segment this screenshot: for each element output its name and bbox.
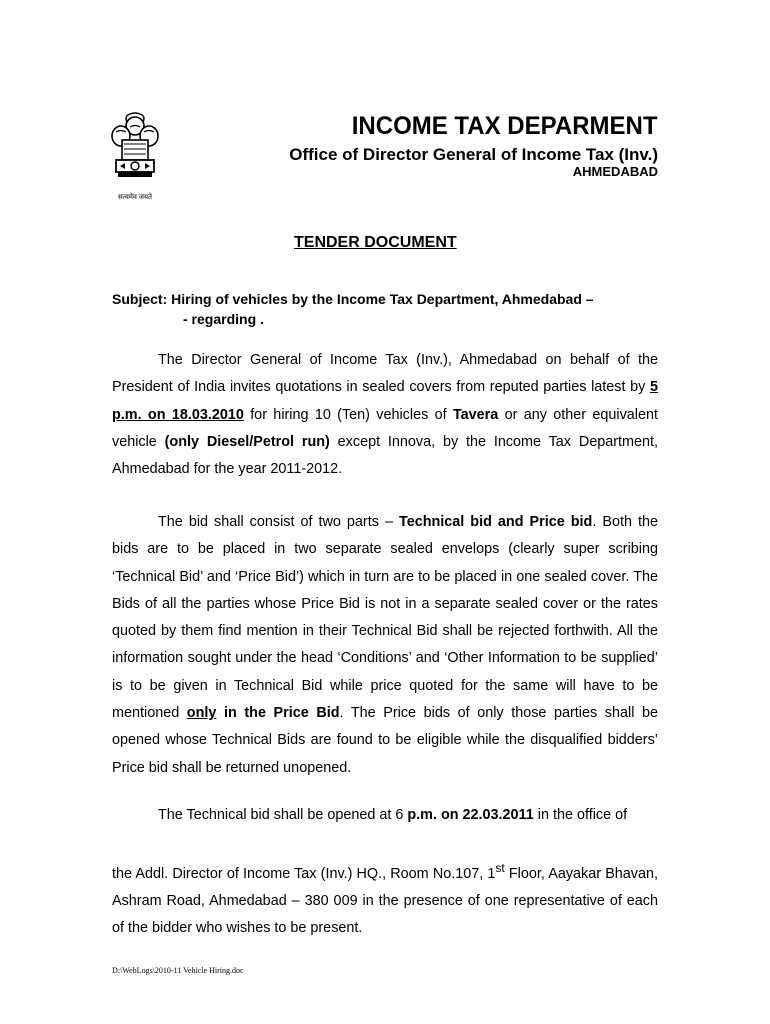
office-city: AHMEDABAD (572, 164, 658, 179)
emphasis-only: only (186, 705, 217, 722)
text-segment: The bid shall consist of two parts – (158, 514, 399, 530)
text-segment: The Director General of Income Tax (Inv.), Ahmedabad on behalf of the President of India invites quotations in sealed covers from reputed parties latest by (112, 352, 658, 396)
bid-parts: Technical bid and Price bid (398, 514, 593, 530)
text-segment: in the office of (533, 807, 628, 823)
text-segment: The Technical bid shall be opened at 6 (158, 807, 408, 823)
file-path-footer: D:\WebLogs\2010-11 Vehicle Hiring.doc (112, 966, 244, 975)
text-segment: the Addl. Director of Income Tax (Inv.) HQ., Room No.107, 1 (112, 865, 496, 882)
text-segment: Floor, Aayakar Bhavan, Ashram Road, Ahmedabad – 380 009 in the presence of one representative of each of the bidder who wishes to be present. (112, 865, 659, 937)
subject-line-continuation: - regarding . (183, 311, 264, 327)
ordinal-suffix: st (495, 861, 505, 875)
emblem-motto: सत्यमेव जयते (117, 194, 153, 201)
paragraph-opening-venue (112, 855, 658, 943)
fuel-condition: (only Diesel/Petrol run) (164, 433, 330, 450)
document-title: TENDER DOCUMENT (294, 234, 457, 251)
office-name: Office of Director General of Income Tax (Inv.) (289, 145, 658, 164)
vehicle-model: Tavera (452, 406, 499, 423)
paragraph-bid-parts (112, 509, 658, 782)
department-title: INCOME TAX DEPARMENT (352, 112, 658, 140)
text-segment: for hiring 10 (Ten) vehicles of (243, 406, 453, 423)
paragraph-invitation (112, 347, 658, 483)
subject-line: Subject: Hiring of vehicles by the Income Tax Department, Ahmedabad – (112, 291, 594, 307)
emphasis-price-bid: in the Price Bid (216, 705, 340, 722)
text-segment: . Both the bids are to be placed in two separate sealed envelops (clearly super scribing ‘Technical Bid’ and ‘Price Bid’) which in turn are to be placed in one sealed cover. The Bids of all the parties whose Price Bid is not in a separate sealed cover or the rates quoted by them find mention in their Technical Bid shall be rejected forthwith. All the information sought under the head ‘Conditions’ and ‘Other Information to be supplied’ is to be given in Technical Bid while price quoted for the same will have to be mentioned (112, 514, 658, 722)
text-segment: . The Price bids of only those parties shall be opened whose Technical Bids are found to be eligible while the disqualified bidders’ Price bid shall be returned unopened. (112, 705, 658, 776)
opening-date: p.m. on 22.03.2011 (407, 807, 534, 823)
text-segment: except Innova, by the Income Tax Department, Ahmedabad for the year 2011-2012. (112, 433, 658, 478)
paragraph-opening (112, 802, 658, 829)
deadline-date: 5 p.m. on 18.03.2010 (112, 379, 658, 423)
text-segment: or any other equivalent vehicle (112, 406, 659, 450)
